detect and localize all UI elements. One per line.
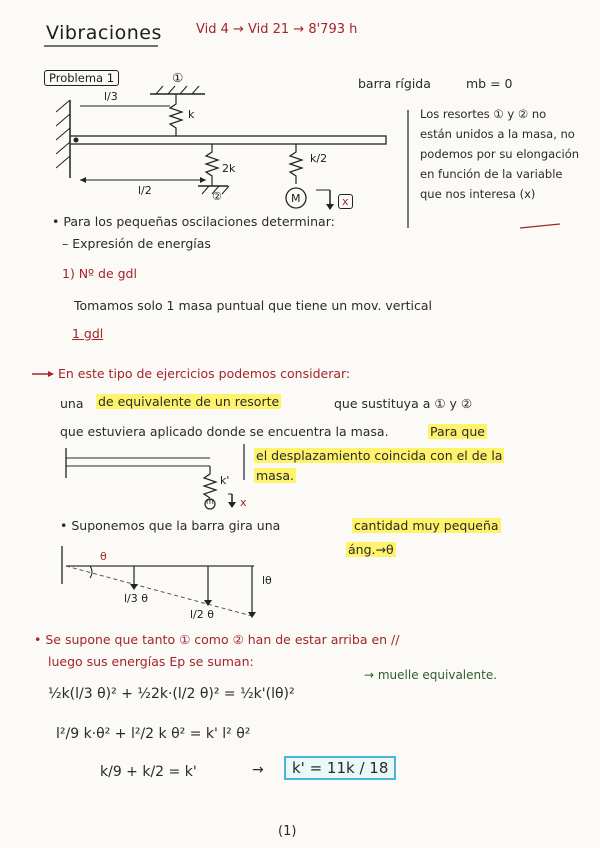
theta-label: θ	[100, 550, 107, 563]
section2-line1: En este tipo de ejercicios podemos considerar:	[58, 366, 351, 381]
eq-spring-label: k'	[220, 474, 230, 487]
beam-type-label: barra rígida	[358, 76, 431, 91]
eq-spring	[204, 466, 216, 498]
result-box: k' = 11k / 18	[284, 756, 396, 780]
spring-2k-label: 2k	[222, 162, 236, 175]
spring-k-label: k	[188, 108, 195, 121]
section2-line2-highlight: de equivalente de un resorte	[98, 394, 280, 409]
gdl-result: 1 gdl	[72, 326, 104, 341]
top-hatch	[156, 86, 199, 94]
beam	[70, 136, 386, 144]
equation-1-note: → muelle equivalente.	[364, 668, 498, 682]
equation-2: l²/9 k·θ² + l²/2 k θ² = k' l² θ²	[56, 726, 251, 742]
page-title: Vibraciones	[46, 22, 162, 44]
springs-note: Los resortes ① y ② no están unidos a la masa, no podemos por su elongación en función de la variable que nos interesa (x)	[420, 107, 580, 201]
section3-line1: • Suponemos que la barra gira una	[60, 518, 281, 533]
equation-3: k/9 + k/2 = k'	[100, 764, 197, 780]
step1-heading: 1) Nº de gdl	[62, 266, 137, 281]
section4-line2: luego sus energías Ep se suman:	[48, 654, 254, 669]
dim-l2-label: l/2	[138, 184, 152, 197]
step1-text: Tomamos solo 1 masa puntual que tiene un mov. vertical	[74, 298, 432, 313]
section2-line2-a: una	[60, 396, 84, 411]
l3-theta-label: l/3 θ	[124, 592, 148, 605]
result-arrow: →	[252, 762, 264, 778]
marker-2: ②	[212, 190, 222, 203]
dim-l3-label: l/3	[104, 90, 118, 103]
equation-1: ½k(l/3 θ)² + ½2k·(l/2 θ)² = ½k'(lθ)²	[48, 686, 295, 702]
wall-hatch	[56, 100, 70, 168]
spring-1	[170, 94, 182, 136]
mass-label: M	[291, 192, 301, 205]
eq-disp-x: x	[240, 496, 247, 509]
l2-theta-label: l/2 θ	[190, 608, 214, 621]
ltheta-label: lθ	[262, 574, 272, 587]
spring-2	[206, 144, 218, 186]
section2-line3-a: que estuviera aplicado donde se encuentra la masa.	[60, 424, 389, 439]
section2-line2-b: que sustituya a ① y ②	[334, 396, 473, 411]
spring1-marker: ①	[172, 70, 184, 85]
section2-line3-highlight: Para que	[430, 424, 485, 439]
problem-label: Problema 1	[44, 70, 119, 86]
angle-highlight: áng.→θ	[348, 542, 394, 557]
beam-mass-label: mb = 0	[466, 76, 513, 91]
page-number: (1)	[278, 824, 297, 839]
pivot	[74, 138, 79, 143]
section3-highlight: cantidad muy pequeña	[354, 518, 499, 533]
eq-mass-label: m	[206, 497, 214, 506]
spring-3	[290, 144, 302, 184]
highlight-block-2: masa.	[256, 468, 294, 483]
rot-beam-rotated	[66, 566, 252, 616]
intro-line: • Para los pequeñas oscilaciones determinar:	[52, 214, 335, 229]
spring-k2-label: k/2	[310, 152, 328, 165]
highlight-block-1: el desplazamiento coincida con el de la	[256, 448, 503, 463]
section4-line1: • Se supone que tanto ① como ② han de estar arriba en //	[34, 632, 400, 647]
disp-x-label: x	[338, 194, 353, 209]
video-reference: Vid 4 → Vid 21 → 8'793 h	[196, 22, 358, 37]
energy-item: – Expresión de energías	[62, 236, 211, 251]
